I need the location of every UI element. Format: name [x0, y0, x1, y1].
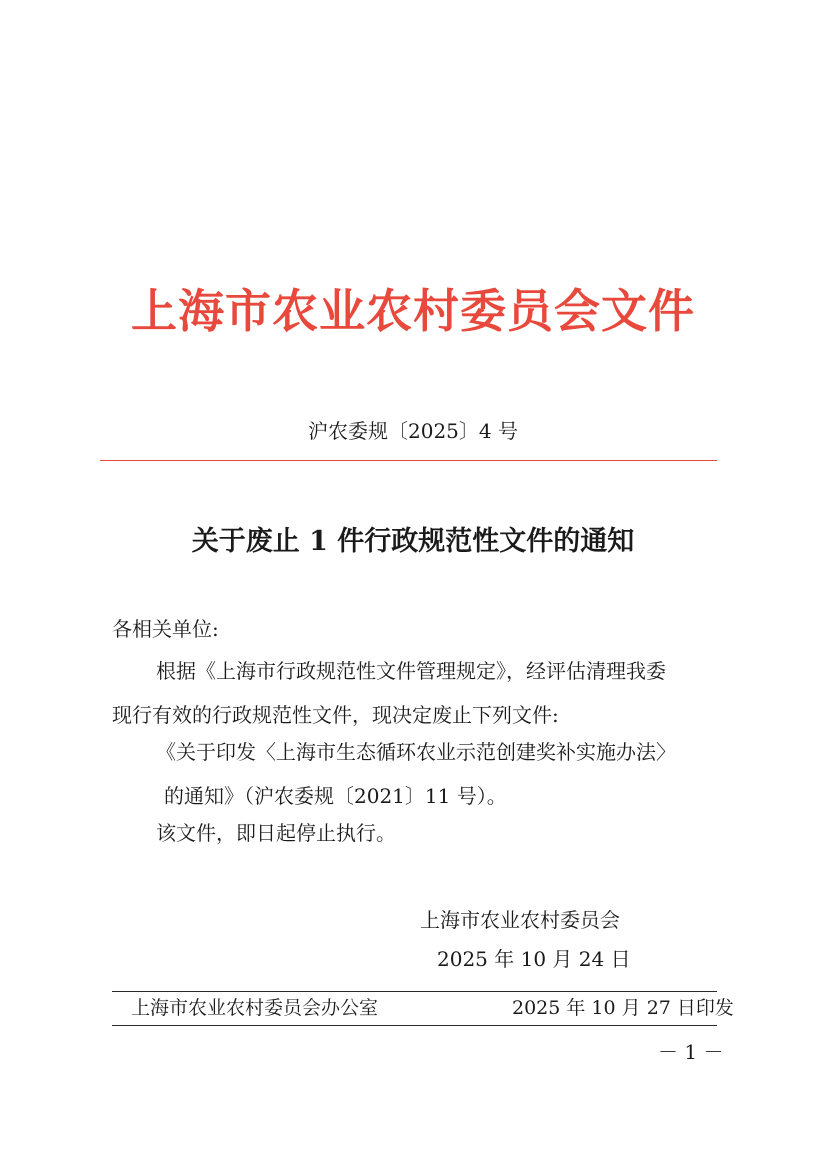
body-paragraph-3: 该文件，即日起停止执行。 — [156, 821, 396, 845]
body-paragraph-2-line-2: 的通知》（沪农委规〔2021〕11 号）。 — [164, 784, 507, 808]
signature-organization: 上海市农业农村委员会 — [420, 908, 620, 932]
document-header-title: 上海市农业农村委员会文件 — [131, 284, 695, 338]
page-number: － 1 － — [658, 1040, 724, 1064]
footer-rule-top — [112, 991, 717, 992]
footer-issue-date: 2025 年 10 月 27 日印发 — [512, 997, 734, 1019]
addressee: 各相关单位: — [112, 617, 219, 641]
body-paragraph-2-line-1: 《关于印发〈上海市生态循环农业示范创建奖补实施办法〉 — [156, 740, 676, 764]
footer-issuing-office: 上海市农业农村委员会办公室 — [131, 997, 379, 1019]
signature-date: 2025 年 10 月 24 日 — [437, 947, 631, 971]
footer-rule-bottom — [112, 1025, 717, 1026]
header-divider — [100, 460, 717, 461]
document-number: 沪农委规〔2025〕4 号 — [308, 419, 518, 443]
notice-title: 关于废止 1 件行政规范性文件的通知 — [191, 526, 635, 557]
body-paragraph-1-line-1: 根据《上海市行政规范性文件管理规定》，经评估清理我委 — [156, 659, 666, 683]
body-paragraph-1-line-2: 现行有效的行政规范性文件，现决定废止下列文件: — [112, 703, 559, 727]
